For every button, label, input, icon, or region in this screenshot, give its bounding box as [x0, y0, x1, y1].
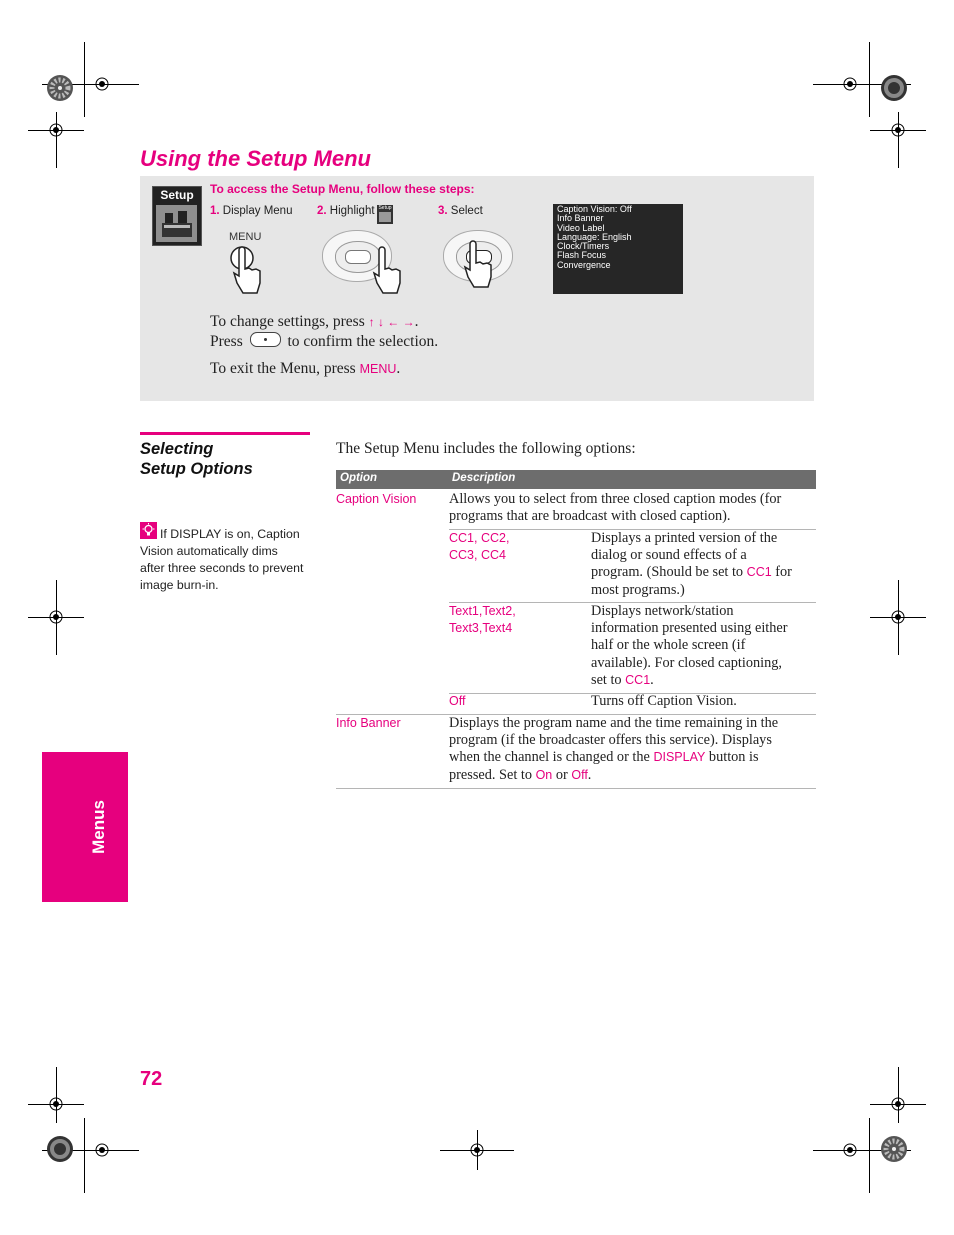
sub-option-line: CC1, CC2, [449, 531, 510, 545]
tip-body: If DISPLAY is on, Caption Vision automatically dims after three seconds to prevent image burn-in. [140, 527, 304, 592]
registration-mark-icon [46, 607, 66, 627]
setup-icon-label: Setup [160, 188, 194, 202]
description-text: button is [708, 749, 759, 766]
color-wheel-icon [46, 1135, 74, 1163]
cc-description [591, 530, 792, 599]
description-text: for [775, 564, 792, 581]
step-1 [210, 205, 292, 217]
description-line: Displays network/station [591, 603, 734, 619]
section-heading-line: Selecting [140, 440, 214, 458]
description-line [449, 749, 778, 766]
description-text: or [555, 766, 568, 783]
change-settings-end: . [414, 313, 419, 330]
menu-screen-item: Video Label [557, 222, 605, 233]
description-text: when the channel is changed or the [449, 749, 650, 766]
setup-mini-icon [377, 205, 393, 224]
option-info-banner: Info Banner [336, 716, 401, 730]
column-header: Description [452, 472, 516, 484]
menu-key-label: MENU [359, 362, 397, 376]
side-tab-label: Menus [89, 800, 108, 854]
option-caption-vision: Caption Vision [336, 492, 417, 506]
step-text: Select [450, 205, 483, 217]
toolbox-icon [156, 205, 197, 242]
text-description [591, 603, 788, 689]
panel-heading: To access the Setup Menu, follow these steps: [210, 182, 475, 196]
step-3 [438, 205, 483, 217]
description-line: programs that are broadcast with closed caption). [449, 508, 731, 525]
description-text: program. (Should be set to [591, 564, 744, 581]
side-tab [42, 752, 128, 902]
step-text: Highlight [329, 205, 375, 217]
registration-mark-icon [46, 120, 66, 140]
menu-screen-item: Convergence [557, 259, 611, 270]
section-heading [140, 439, 253, 479]
change-settings-text: To change settings, press [210, 313, 365, 330]
setup-menu-screen [553, 204, 683, 294]
exit-line [210, 360, 400, 378]
menu-screen-item: Flash Focus [557, 250, 607, 261]
info-banner-description [449, 715, 778, 784]
crop-mark [869, 1118, 870, 1193]
registration-mark-icon [467, 1140, 487, 1160]
menu-button-label: MENU [229, 231, 262, 243]
color-wheel-icon [880, 1135, 908, 1163]
crop-mark [869, 42, 870, 117]
change-settings-line [210, 313, 419, 331]
arrow-keys-icon: ↑ ↓ ← → [368, 315, 415, 329]
description-line: half or the whole screen (if [591, 637, 746, 654]
description-line: Allows you to select from three closed caption modes (for [449, 491, 782, 507]
registration-mark-icon [92, 1140, 112, 1160]
setup-menu-icon [152, 186, 202, 246]
caption-vision-description [449, 491, 781, 525]
tip-text [140, 526, 305, 594]
table-bottom-rule [336, 788, 816, 789]
crop-mark [84, 42, 85, 117]
press-text: Press [210, 333, 243, 350]
section-rule [140, 432, 310, 435]
exit-end: . [396, 360, 401, 377]
step-text: Display Menu [222, 205, 293, 217]
sub-option-line: CC3, CC4 [449, 548, 506, 563]
step-number: 1. [210, 205, 220, 217]
step-number: 2. [317, 205, 327, 217]
description-line: information presented using either [591, 620, 788, 637]
description-line: available). For closed captioning, [591, 654, 782, 671]
intro-text: The Setup Menu includes the following options: [336, 440, 636, 457]
confirm-text: to confirm the selection. [287, 333, 439, 350]
description-line: program (if the broadcaster offers this service). Displays [449, 732, 772, 749]
registration-mark-icon [888, 120, 908, 140]
description-line: dialog or sound effects of a [591, 547, 747, 564]
exit-text: To exit the Menu, press [210, 360, 356, 377]
color-wheel-icon [46, 74, 74, 102]
description-text: . [587, 766, 592, 783]
on-key-label: On [535, 767, 553, 782]
section-heading-line: Setup Options [140, 460, 253, 478]
page-number: 72 [140, 1068, 163, 1090]
description-line [591, 564, 792, 581]
off-description: Turns off Caption Vision. [591, 693, 737, 709]
cc1-key-label: CC1 [746, 565, 772, 580]
menu-screen-item: Info Banner [557, 213, 604, 224]
description-line: most programs.) [591, 581, 685, 598]
display-key-label: DISPLAY [653, 750, 706, 765]
page-title: Using the Setup Menu [140, 146, 371, 171]
menu-screen-item: Clock/Timers [557, 241, 610, 252]
step-number: 3. [438, 205, 448, 217]
registration-mark-icon [888, 1094, 908, 1114]
registration-mark-icon [92, 74, 112, 94]
sub-option-cc [449, 530, 509, 564]
crop-mark [84, 1118, 85, 1193]
menu-screen-item: Caption Vision: Off [557, 204, 632, 214]
select-button-icon [250, 332, 281, 347]
setup-mini-icon-label: Setup [378, 205, 392, 211]
registration-mark-icon [840, 74, 860, 94]
description-line [449, 767, 778, 784]
sub-option-text [449, 603, 516, 637]
color-wheel-icon [880, 74, 908, 102]
confirm-line [210, 332, 438, 351]
description-line [591, 672, 788, 689]
pointing-hand-icon [230, 244, 266, 301]
description-text: . [650, 671, 654, 688]
pointing-hand-icon [370, 246, 406, 307]
pointing-hand-icon [461, 240, 497, 303]
column-header: Option [340, 472, 378, 484]
registration-mark-icon [840, 1140, 860, 1160]
menu-screen-item: Language: English [557, 231, 632, 242]
description-line: Displays the program name and the time remaining in the [449, 715, 779, 731]
description-line: Displays a printed version of the [591, 530, 778, 546]
table-header [336, 470, 816, 489]
cc1-key-label: CC1 [625, 672, 651, 687]
step-2 [317, 205, 375, 217]
description-text: set to [591, 671, 622, 688]
description-text: pressed. Set to [449, 766, 532, 783]
sub-option-line: Text1,Text2, [449, 604, 516, 618]
registration-mark-icon [46, 1094, 66, 1114]
registration-mark-icon [888, 607, 908, 627]
sub-option-line: Text3,Text4 [449, 621, 513, 636]
sub-option-off: Off [449, 694, 466, 708]
off-key-label: Off [571, 767, 588, 782]
